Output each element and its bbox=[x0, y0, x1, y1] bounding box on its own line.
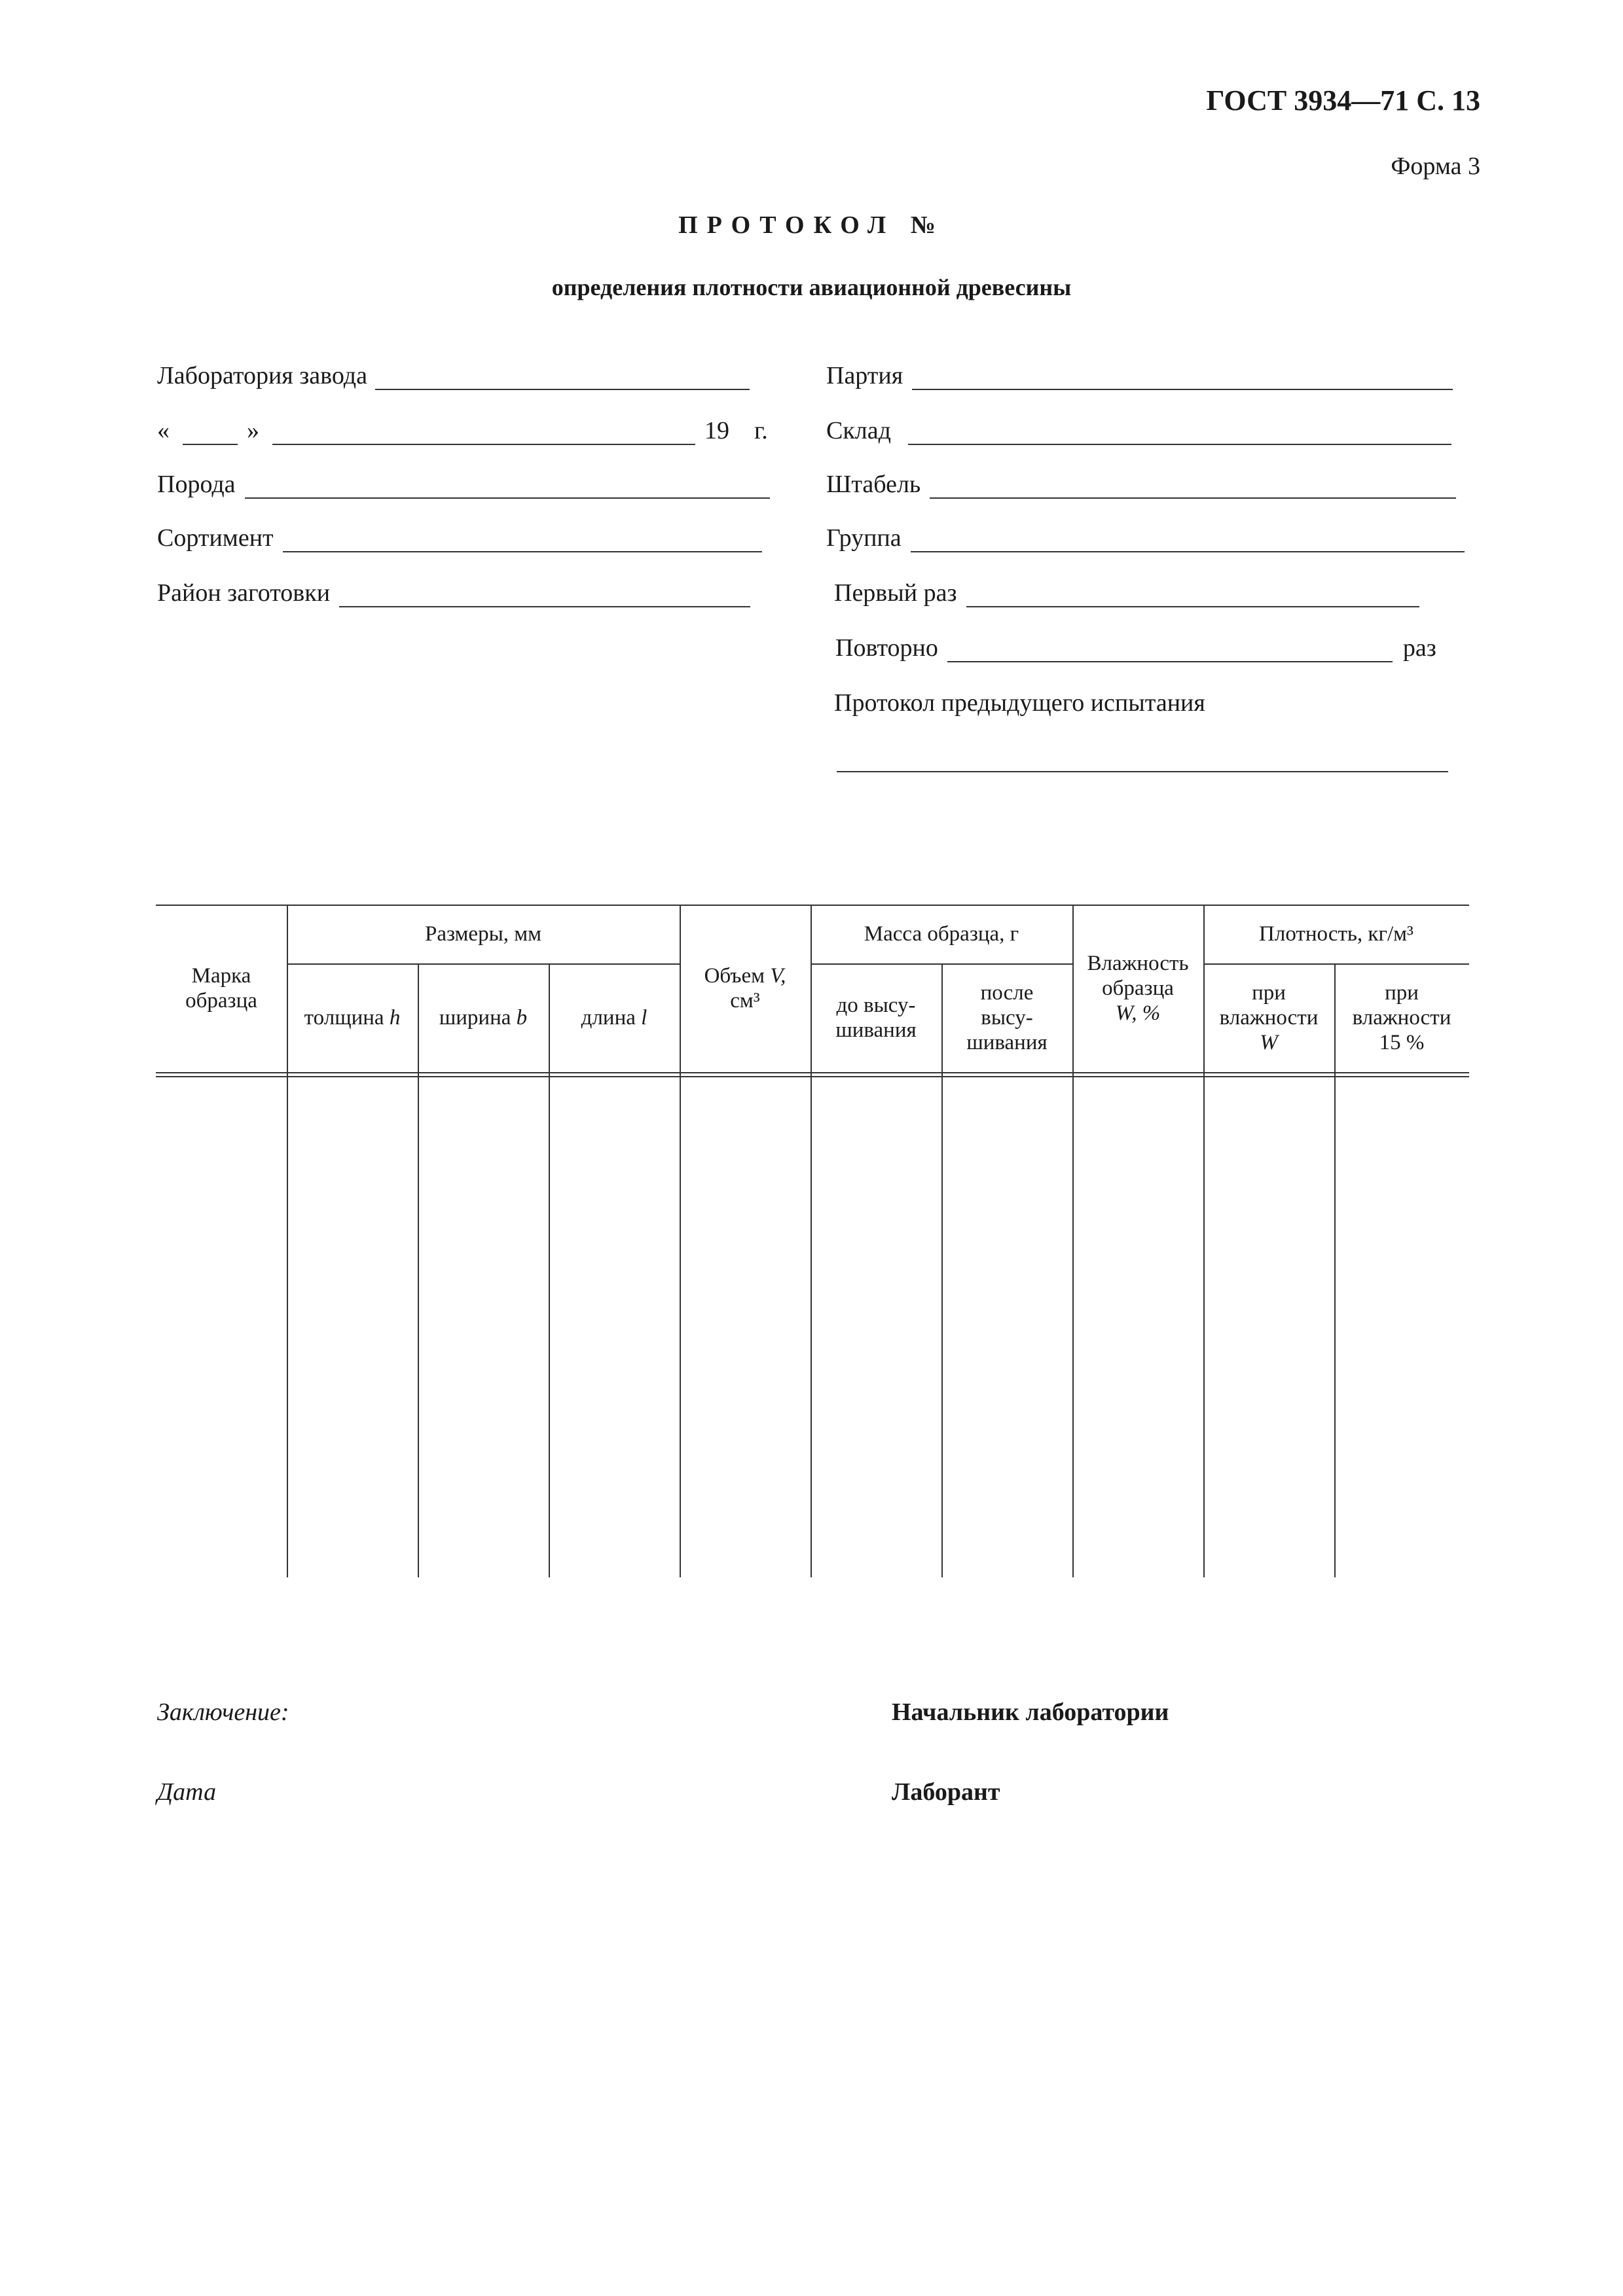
header-volume-sym: V, bbox=[770, 964, 786, 988]
header-width-sym: b bbox=[516, 1006, 528, 1030]
header-bottom-line-1 bbox=[156, 1072, 1469, 1073]
header-moisture-sym: W, % bbox=[1115, 1001, 1161, 1025]
date-day-line[interactable] bbox=[183, 422, 238, 445]
header-density-15-text: при влажности bbox=[1352, 981, 1451, 1030]
header-density-w bbox=[1203, 963, 1334, 1072]
header-mass-text: Масса образца, г bbox=[864, 922, 1019, 946]
document-number: ГОСТ 3934—71 С. 13 bbox=[1206, 84, 1480, 117]
field-breed-label: Порода bbox=[157, 471, 236, 498]
field-assortment-label: Сортимент bbox=[157, 524, 274, 552]
field-region bbox=[157, 579, 750, 607]
header-density-w-text: при влажности bbox=[1219, 981, 1319, 1030]
header-mass-after bbox=[941, 963, 1072, 1072]
date-open-quote: « bbox=[157, 417, 170, 444]
field-group-label: Группа bbox=[826, 524, 902, 552]
header-mass-before bbox=[811, 963, 941, 1072]
header-width bbox=[418, 963, 549, 1072]
field-first-time-line[interactable] bbox=[966, 584, 1419, 607]
header-mass-after-text: после высу- шивания bbox=[966, 981, 1048, 1054]
field-previous bbox=[834, 689, 1205, 717]
header-length bbox=[549, 963, 680, 1072]
protocol-subtitle: определения плотности авиационной древесины bbox=[551, 274, 1072, 300]
field-region-line[interactable] bbox=[339, 584, 750, 607]
header-density bbox=[1203, 905, 1469, 963]
header-moisture bbox=[1072, 905, 1203, 1072]
date-close-quote: » bbox=[247, 417, 259, 444]
field-lab-line[interactable] bbox=[375, 367, 750, 390]
header-thickness bbox=[287, 963, 418, 1072]
field-assortment-line[interactable] bbox=[283, 529, 762, 552]
date-year-suffix: г. bbox=[754, 417, 768, 444]
field-lab-label: Лаборатория завода bbox=[157, 362, 367, 389]
footer-assistant: Лаборант bbox=[892, 1778, 1000, 1806]
field-warehouse bbox=[826, 416, 1451, 445]
field-lab bbox=[157, 361, 750, 390]
header-length-sym: l bbox=[641, 1006, 647, 1030]
header-volume-unit: см³ bbox=[730, 989, 760, 1013]
header-mass bbox=[811, 905, 1072, 963]
header-width-text: ширина bbox=[439, 1006, 511, 1030]
field-breed bbox=[157, 470, 770, 499]
field-warehouse-label: Склад bbox=[826, 417, 891, 444]
field-group bbox=[826, 524, 1465, 552]
field-repeat-line[interactable] bbox=[947, 639, 1393, 662]
field-repeat bbox=[835, 634, 1436, 662]
field-batch-line[interactable] bbox=[912, 367, 1453, 390]
header-volume bbox=[680, 905, 811, 1072]
header-density-15 bbox=[1334, 963, 1469, 1072]
header-thickness-sym: h bbox=[389, 1006, 401, 1030]
header-density-w-sym: W bbox=[1260, 1031, 1278, 1054]
field-group-line[interactable] bbox=[911, 529, 1465, 552]
density-table bbox=[156, 905, 1469, 1577]
footer-date: Дата bbox=[157, 1778, 217, 1806]
header-density-text: Плотность, кг/м³ bbox=[1259, 922, 1413, 946]
header-mark bbox=[156, 905, 287, 1072]
header-length-text: длина bbox=[581, 1006, 636, 1030]
date-year: 19 bbox=[704, 417, 729, 444]
date-month-line[interactable] bbox=[272, 422, 695, 445]
header-mark-text: Марка образца bbox=[185, 964, 257, 1013]
field-first-time bbox=[834, 579, 1419, 607]
footer-head-of-lab: Начальник лаборатории bbox=[892, 1698, 1169, 1726]
header-moisture-text: Влажность образца bbox=[1087, 952, 1189, 1000]
protocol-title: ПРОТОКОЛ № bbox=[678, 211, 945, 239]
field-first-time-label: Первый раз bbox=[834, 579, 957, 607]
field-stack-label: Штабель bbox=[826, 471, 921, 498]
field-breed-line[interactable] bbox=[245, 475, 770, 499]
field-warehouse-line[interactable] bbox=[908, 422, 1451, 445]
field-region-label: Район заготовки bbox=[157, 579, 331, 607]
header-sizes bbox=[287, 905, 680, 963]
form-number: Форма 3 bbox=[1391, 152, 1480, 180]
field-assortment bbox=[157, 524, 762, 552]
field-stack bbox=[826, 470, 1456, 499]
field-repeat-suffix: раз bbox=[1402, 634, 1436, 662]
field-previous-label: Протокол предыдущего испытания bbox=[834, 689, 1205, 717]
footer-conclusion: Заключение: bbox=[157, 1698, 289, 1726]
header-volume-text: Объем bbox=[704, 964, 765, 988]
header-bottom-line-2 bbox=[156, 1076, 1469, 1077]
field-repeat-label: Повторно bbox=[835, 634, 938, 662]
field-batch-label: Партия bbox=[826, 362, 903, 389]
header-mass-before-text: до высу- шивания bbox=[835, 994, 917, 1042]
header-density-15-val: 15 % bbox=[1379, 1031, 1425, 1054]
header-thickness-text: толщина bbox=[304, 1006, 384, 1030]
field-date bbox=[157, 416, 768, 445]
field-previous-line[interactable] bbox=[837, 771, 1448, 772]
header-sizes-text: Размеры, мм bbox=[424, 922, 542, 946]
field-batch bbox=[826, 361, 1453, 390]
field-stack-line[interactable] bbox=[930, 475, 1456, 499]
